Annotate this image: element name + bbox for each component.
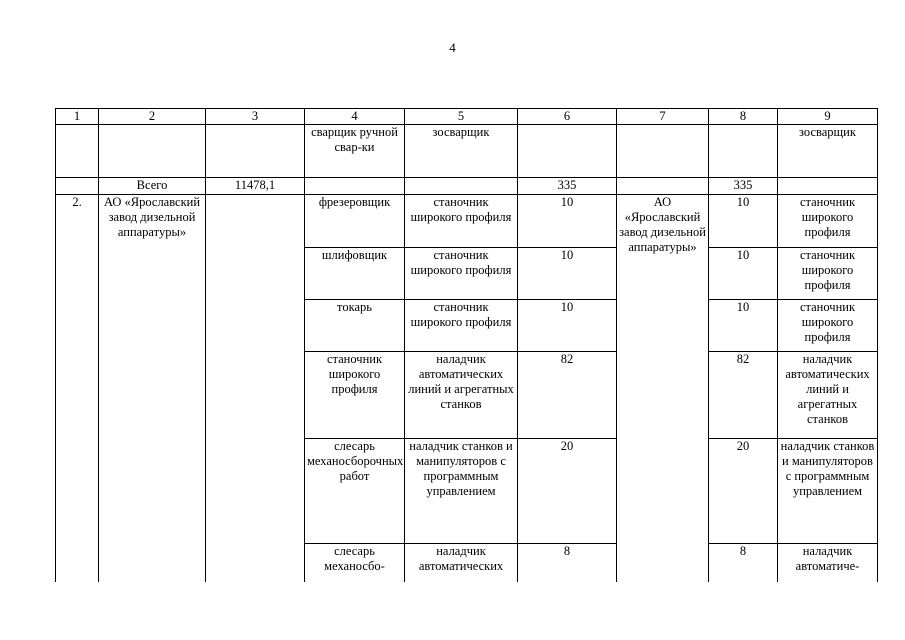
total-row (56, 178, 878, 195)
header-cell: 2 (99, 109, 206, 125)
final-profession: станочник широкого профиля (778, 195, 878, 248)
org-name-final: АО «Ярославский завод дизельной аппаратуры» (617, 195, 709, 583)
org-number: 2. (56, 195, 99, 583)
new-profession-cell: зосварщик (405, 125, 518, 178)
profession: слесарь механосбо- (305, 544, 405, 583)
count-final: 10 (709, 195, 778, 248)
final-profession-cell: зосварщик (778, 125, 878, 178)
count: 10 (518, 300, 617, 352)
count: 8 (518, 544, 617, 583)
final-profession: наладчик станков и манипуляторов с программным управлением (778, 439, 878, 544)
continuation-row (56, 125, 878, 178)
profession: слесарь механосборочных работ (305, 439, 405, 544)
header-cell: 6 (518, 109, 617, 125)
header-cell: 5 (405, 109, 518, 125)
count-final: 8 (709, 544, 778, 583)
final-profession: станочник широкого профиля (778, 300, 878, 352)
count-final: 82 (709, 352, 778, 439)
new-profession: станочник широкого профиля (405, 300, 518, 352)
header-cell: 9 (778, 109, 878, 125)
profession: шлифовщик (305, 248, 405, 300)
new-profession: станочник широкого профиля (405, 195, 518, 248)
page-number: 4 (449, 40, 456, 55)
final-profession: станочник широкого профиля (778, 248, 878, 300)
profession: станочник широкого профиля (305, 352, 405, 439)
table-row (56, 195, 878, 248)
count: 10 (518, 248, 617, 300)
count: 82 (518, 352, 617, 439)
profession-cell (305, 125, 405, 178)
count: 10 (518, 195, 617, 248)
total-label: Всего (99, 178, 206, 195)
count-final: 20 (709, 439, 778, 544)
final-profession: наладчик автоматиче- (778, 544, 878, 583)
header-row (56, 109, 878, 125)
org-name: АО «Ярославский завод дизельной аппаратуры» (99, 195, 206, 583)
total-count: 335 (518, 178, 617, 195)
data-table (55, 108, 878, 582)
new-profession: наладчик станков и манипуляторов с программным управлением (405, 439, 518, 544)
new-profession: наладчик автоматических линий и агрегатных станков (405, 352, 518, 439)
header-cell: 7 (617, 109, 709, 125)
new-profession: станочник широкого профиля (405, 248, 518, 300)
total-count-final: 335 (709, 178, 778, 195)
count-final: 10 (709, 300, 778, 352)
new-profession: наладчик автоматических (405, 544, 518, 583)
header-cell: 8 (709, 109, 778, 125)
final-profession: наладчик автоматических линий и агрегатных станков (778, 352, 878, 439)
count: 20 (518, 439, 617, 544)
header-cell: 1 (56, 109, 99, 125)
total-amount: 11478,1 (206, 178, 305, 195)
profession: токарь (305, 300, 405, 352)
profession: фрезеровщик (305, 195, 405, 248)
profession: сварщик ручной свар-ки (311, 125, 398, 154)
count-final: 10 (709, 248, 778, 300)
header-cell: 4 (305, 109, 405, 125)
header-cell: 3 (206, 109, 305, 125)
